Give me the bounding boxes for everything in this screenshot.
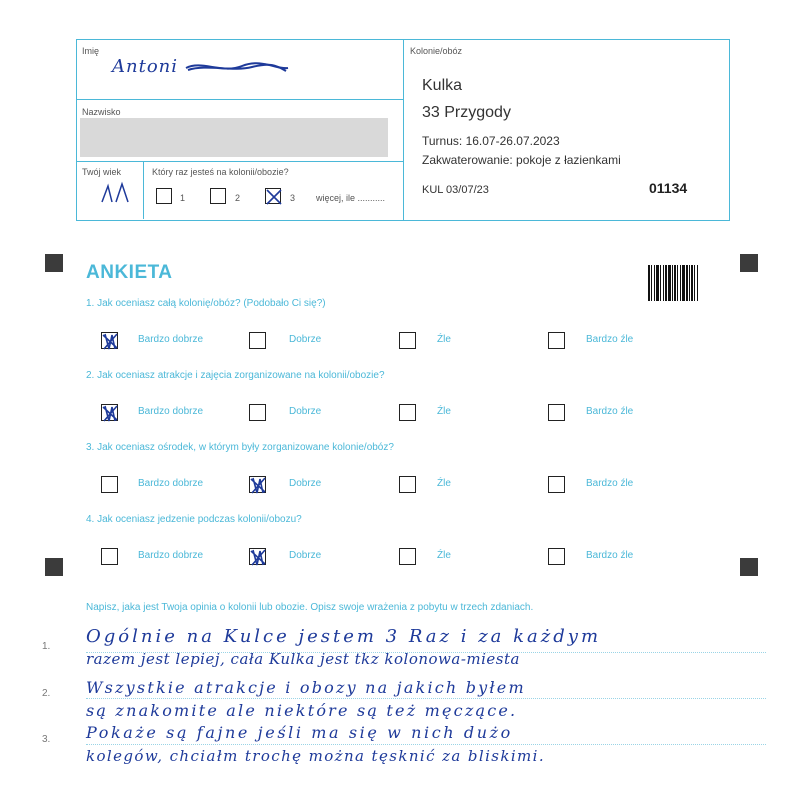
question-3-checkbox-3[interactable] [399,476,416,493]
question-1-option-4: Bardzo źle [586,334,634,345]
handwriting-line-2: razem jest lepiej, cała Kulka jest tkz kolonowa-miesta [86,650,520,668]
question-3-option-4: Bardzo źle [586,478,634,489]
ktory-raz-label: Który raz jesteś na kolonii/obozie? [152,167,289,177]
question-2-checkbox-3[interactable] [399,404,416,421]
wiek-value-handwritten [100,180,136,206]
question-4-checkbox-1[interactable] [101,548,118,565]
nazwisko-label: Nazwisko [82,107,121,117]
imie-label: Imię [82,46,100,56]
question-3-option-1: Bardzo dobrze [138,478,204,489]
question-4-text: 4. Jak oceniasz jedzenie podczas kolonii/obozu? [86,514,302,525]
question-3-option-2: Dobrze [289,478,322,489]
question-1-checkbox-2[interactable] [249,332,266,349]
header-divider-age [143,161,144,219]
ktory-raz-checkbox-3[interactable] [265,188,281,204]
registration-marker-bottom-left [45,558,63,576]
wiecej-label: więcej, ile ........... [316,193,386,203]
registration-marker-bottom-right [740,558,758,576]
question-4-option-4: Bardzo źle [586,550,634,561]
writing-line-2 [86,698,766,699]
header-divider-1 [76,99,403,100]
registration-marker-top-right [740,254,758,272]
question-2-checkbox-2[interactable] [249,404,266,421]
line-number-3: 3. [42,734,51,745]
header-divider-vertical [403,39,404,220]
question-3-option-3: Źle [437,478,451,489]
camp-program: 33 Przygody [422,104,511,121]
question-1-option-1: Bardzo dobrze [138,334,204,345]
camp-code: KUL 03/07/23 [422,184,489,196]
survey-title: ANKIETA [86,262,173,283]
question-3-checkbox-1[interactable] [101,476,118,493]
handwriting-line-4: są znakomite ale niektóre są też męczące. [86,701,518,720]
writing-line-3 [86,744,766,745]
question-2-option-1: Bardzo dobrze [138,406,204,417]
line-number-2: 2. [42,688,51,699]
camp-name: Kulka [422,77,463,94]
ktory-raz-option-3: 3 [290,193,296,203]
ktory-raz-option-1: 1 [180,193,186,203]
ktory-raz-option-2: 2 [235,193,241,203]
wiek-label: Twój wiek [82,167,122,177]
question-1-checkbox-4[interactable] [548,332,565,349]
question-2-text: 2. Jak oceniasz atrakcje i zajęcia zorganizowane na kolonii/obozie? [86,370,385,381]
registration-marker-top-left [45,254,63,272]
question-4-option-3: Źle [437,550,451,561]
question-1-option-3: Źle [437,334,451,345]
crossed-out-surname [182,58,292,78]
camp-turnus: Turnus: 16.07-26.07.2023 [422,134,560,148]
question-1-checkbox-3[interactable] [399,332,416,349]
handwriting-line-5: Pokaże są fajne jeśli ma się w nich dużo [86,723,513,742]
question-2-option-4: Bardzo źle [586,406,634,417]
handwriting-line-6: kolegów, chciałm trochę można tęsknić za bliskimi. [86,747,546,765]
question-2-checkbox-4[interactable] [548,404,565,421]
question-3-checkbox-2[interactable] [249,476,266,493]
question-1-text: 1. Jak oceniasz całą kolonię/obóz? (Podobało Ci się?) [86,298,326,309]
ktory-raz-checkbox-2[interactable] [210,188,226,204]
handwriting-line-1: Ogólnie na Kulce jestem 3 Raz i za każdym [86,626,602,647]
question-4-checkbox-4[interactable] [548,548,565,565]
question-3-checkbox-4[interactable] [548,476,565,493]
nazwisko-redacted [80,118,388,157]
question-4-option-2: Dobrze [289,550,322,561]
question-2-option-3: Źle [437,406,451,417]
question-1-checkbox-1[interactable] [101,332,118,349]
camp-zakwaterowanie: Zakwaterowanie: pokoje z łazienkami [422,153,621,167]
handwriting-line-3: Wszystkie atrakcje i obozy na jakich byłem [86,678,526,697]
question-4-checkbox-3[interactable] [399,548,416,565]
barcode [648,265,702,301]
camp-label: Kolonie/obóz [410,46,463,56]
question-1-option-2: Dobrze [289,334,322,345]
question-2-checkbox-1[interactable] [101,404,118,421]
question-2-option-2: Dobrze [289,406,322,417]
imie-value: Antoni [112,56,179,77]
question-4-option-1: Bardzo dobrze [138,550,204,561]
header-divider-2 [76,161,403,162]
camp-number: 01134 [649,180,688,196]
ktory-raz-checkbox-1[interactable] [156,188,172,204]
question-3-text: 3. Jak oceniasz ośrodek, w którym były zorganizowane kolonie/obóz? [86,442,394,453]
question-4-checkbox-2[interactable] [249,548,266,565]
opinion-prompt: Napisz, jaka jest Twoja opinia o kolonii lub obozie. Opisz swoje wrażenia z pobytu w trzech zdaniach. [86,602,534,613]
line-number-1: 1. [42,641,51,652]
